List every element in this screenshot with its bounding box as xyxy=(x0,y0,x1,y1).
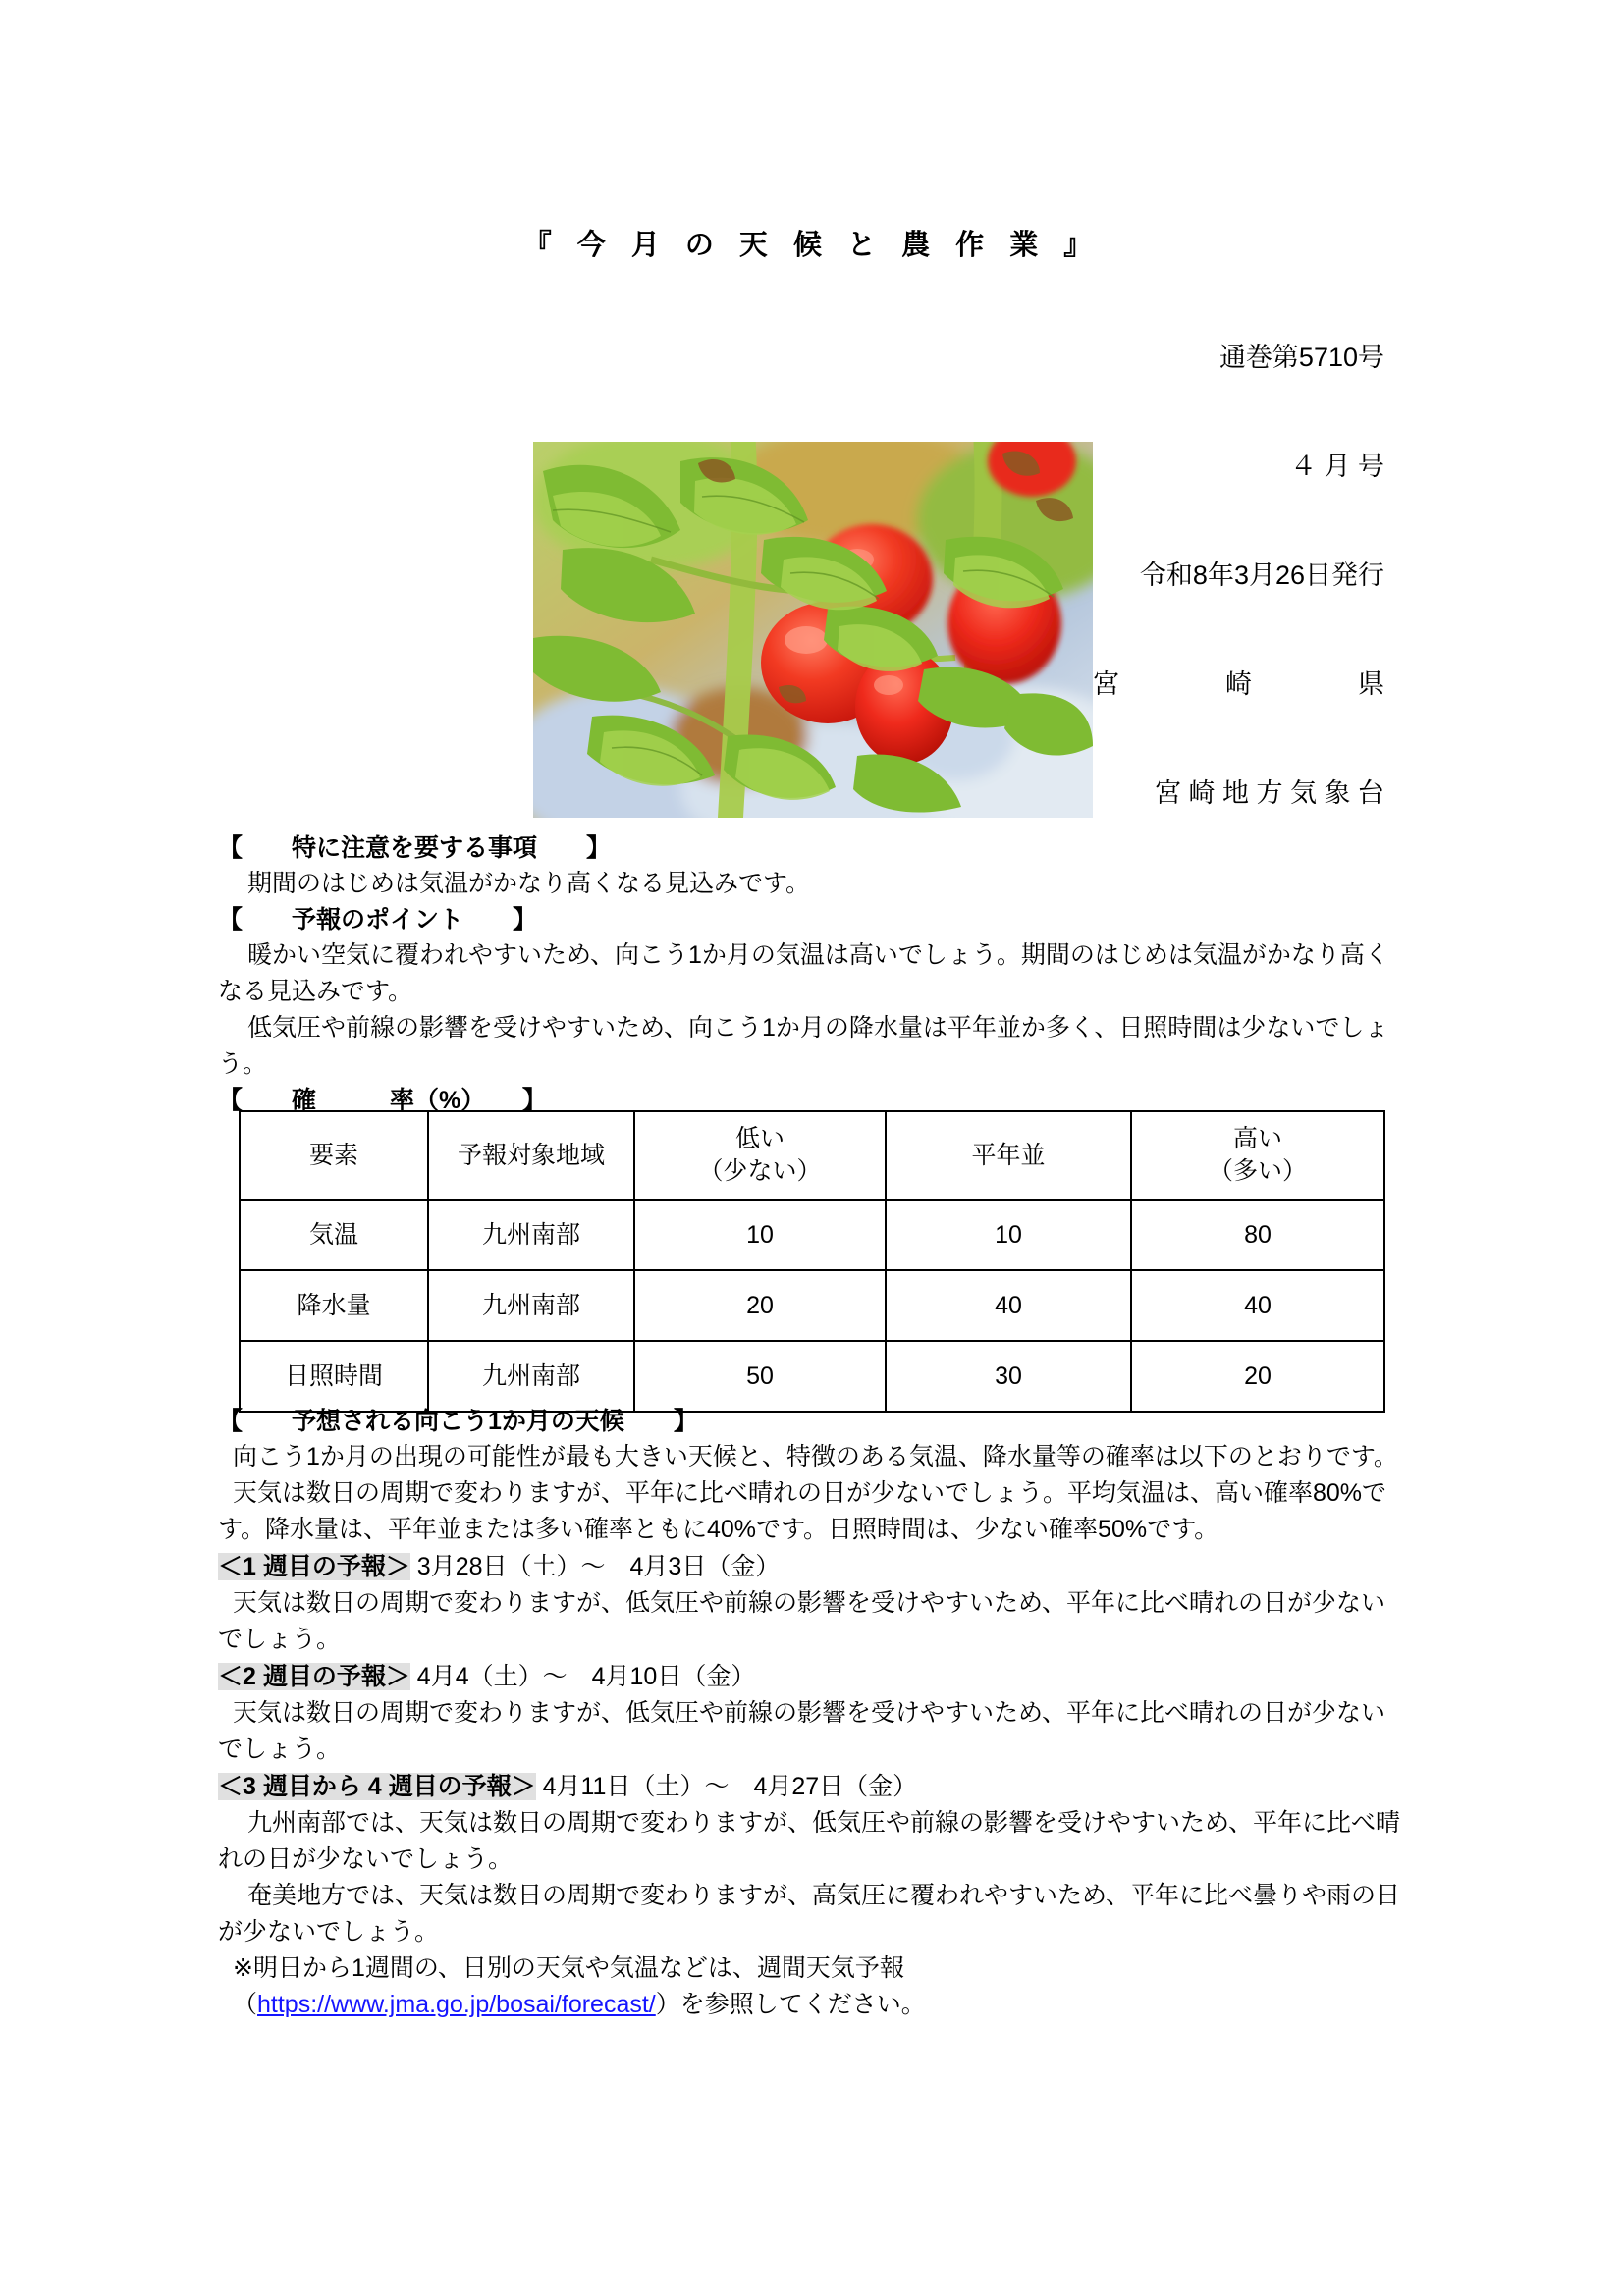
section-heading-outlook: 【 予想される向こう1か月の天候 】 xyxy=(218,1408,698,1435)
week-3-4-header xyxy=(218,1768,1406,1805)
week-3-4-period: 4月11日（土）～ 4月27日（金） xyxy=(535,1773,918,1800)
week-2-body: 天気は数日の周期で変わりますが、低気圧や前線の影響を受けやすいため、平年に比べ晴れの日が少ないでしょう。 xyxy=(218,1699,1386,1763)
week-1-period: 3月28日（土）～ 4月3日（金） xyxy=(409,1553,781,1580)
footnote-line-1: ※明日から1週間の、日別の天気や気温などは、週間天気予報 xyxy=(233,1954,904,1982)
week-1-body: 天気は数日の周期で変わりますが、低気圧や前線の影響を受けやすいため、平年に比べ晴れの日が少ないでしょう。 xyxy=(218,1589,1386,1653)
week-2-period: 4月4（土）～ 4月10日（金） xyxy=(409,1663,756,1690)
weekly-forecast-link[interactable]: https://www.jma.go.jp/bosai/forecast/ xyxy=(257,1991,656,2018)
cell-element: 気温 xyxy=(240,1200,428,1270)
cell-region: 九州南部 xyxy=(428,1270,634,1341)
probability-table xyxy=(239,1110,1385,1413)
week-3-4-body-1: 九州南部では、天気は数日の周期で変わりますが、低気圧や前線の影響を受けやすいため、平年に比べ晴れの日が少ないでしょう。 xyxy=(218,1809,1401,1873)
week-2-header xyxy=(218,1658,1406,1695)
column-header-element xyxy=(240,1111,428,1200)
week-3-4-body-2: 奄美地方では、天気は数日の周期で変わりますが、高気圧に覆われやすいため、平年に比べ曇りや雨の日が少ないでしょう。 xyxy=(218,1882,1401,1946)
points-paragraph-2: 低気圧や前線の影響を受けやすいため、向こう1か月の降水量は平年並か多く、日照時間は少ないでしょう。 xyxy=(218,1014,1389,1078)
column-header-normal xyxy=(886,1111,1131,1200)
table-row xyxy=(240,1270,1384,1341)
office-name: 宮 崎 地 方 気 象 台 xyxy=(1154,778,1384,808)
publish-date: 令和8年3月26日発行 xyxy=(1139,561,1384,590)
cell-low: 20 xyxy=(634,1270,886,1341)
cell-element: 降水量 xyxy=(240,1270,428,1341)
column-header-low xyxy=(634,1111,886,1200)
week-2-label: ＜2 週目の予報＞ xyxy=(218,1663,410,1690)
footnote-open-paren: （ xyxy=(233,1991,258,2018)
issue-number: 通巻第5710号 xyxy=(1218,343,1384,372)
probability-table-wrap xyxy=(239,1110,1383,1413)
week-1-label: ＜1 週目の予報＞ xyxy=(218,1553,410,1580)
column-header-region xyxy=(428,1111,634,1200)
table-row xyxy=(240,1200,1384,1270)
outlook-paragraph-1: 向こう1か月の出現の可能性が最も大きい天候と、特徴のある気温、降水量等の確率は以下のとおりです。 xyxy=(233,1443,1398,1470)
footnote-line-2 xyxy=(218,1987,1406,2023)
cell-high: 80 xyxy=(1131,1200,1384,1270)
section-heading-points: 【 予報のポイント 】 xyxy=(218,906,538,934)
footnote-suffix: を参照してください。 xyxy=(679,1991,926,2018)
column-header-high xyxy=(1131,1111,1384,1200)
section-heading-probability: 【 確 率（%） 】 xyxy=(218,1087,547,1114)
week-3-4-label: ＜3 週目から 4 週目の予報＞ xyxy=(218,1773,536,1800)
page-title: 『 今 月 の 天 候 と 農 作 業 』 xyxy=(522,230,1102,261)
outlook-content xyxy=(218,1404,1406,2023)
cell-normal: 40 xyxy=(886,1270,1131,1341)
tomato-photo-illustration xyxy=(533,442,1093,818)
caution-body: 期間のはじめは気温がかなり高くなる見込みです。 xyxy=(247,870,811,897)
cell-region: 九州南部 xyxy=(428,1341,634,1412)
column-header-normal-line1: 平年並 xyxy=(971,1141,1046,1169)
cell-normal: 10 xyxy=(886,1200,1131,1270)
outlook-paragraph-2: 天気は数日の周期で変わりますが、平年に比べ晴れの日が少ないでしょう。平均気温は、高い確率80%です。降水量は、平年並または多い確率ともに40%です。日照時間は、少ない確率50%です。 xyxy=(218,1479,1387,1543)
column-header-high-line2: （多い） xyxy=(1208,1157,1307,1185)
points-paragraph-1: 暖かい空気に覆われやすいため、向こう1か月の気温は高いでしょう。期間のはじめは気温がかなり高くなる見込みです。 xyxy=(218,941,1389,1005)
column-header-low-line1: 低い xyxy=(734,1125,785,1152)
issue-month: ４ 月 号 xyxy=(1289,452,1384,481)
footnote-close-paren: ） xyxy=(655,1991,680,2018)
table-header-row xyxy=(240,1111,1384,1200)
column-header-region-line1: 予報対象地域 xyxy=(457,1141,605,1169)
body-content xyxy=(218,830,1406,1118)
cell-region: 九州南部 xyxy=(428,1200,634,1270)
section-heading-caution: 【 特に注意を要する事項 】 xyxy=(218,834,612,862)
cell-element: 日照時間 xyxy=(240,1341,428,1412)
week-1-header xyxy=(218,1548,1406,1585)
column-header-element-line1: 要素 xyxy=(308,1141,358,1169)
table-row xyxy=(240,1341,1384,1412)
cell-low: 50 xyxy=(634,1341,886,1412)
cell-high: 40 xyxy=(1131,1270,1384,1341)
cell-low: 10 xyxy=(634,1200,886,1270)
prefecture-name: 宮 崎 県 xyxy=(1093,669,1384,699)
column-header-low-line2: （少ない） xyxy=(698,1157,822,1185)
cell-normal: 30 xyxy=(886,1341,1131,1412)
cell-high: 20 xyxy=(1131,1341,1384,1412)
column-header-high-line1: 高い xyxy=(1232,1125,1282,1152)
tomato-photo xyxy=(533,442,1093,818)
